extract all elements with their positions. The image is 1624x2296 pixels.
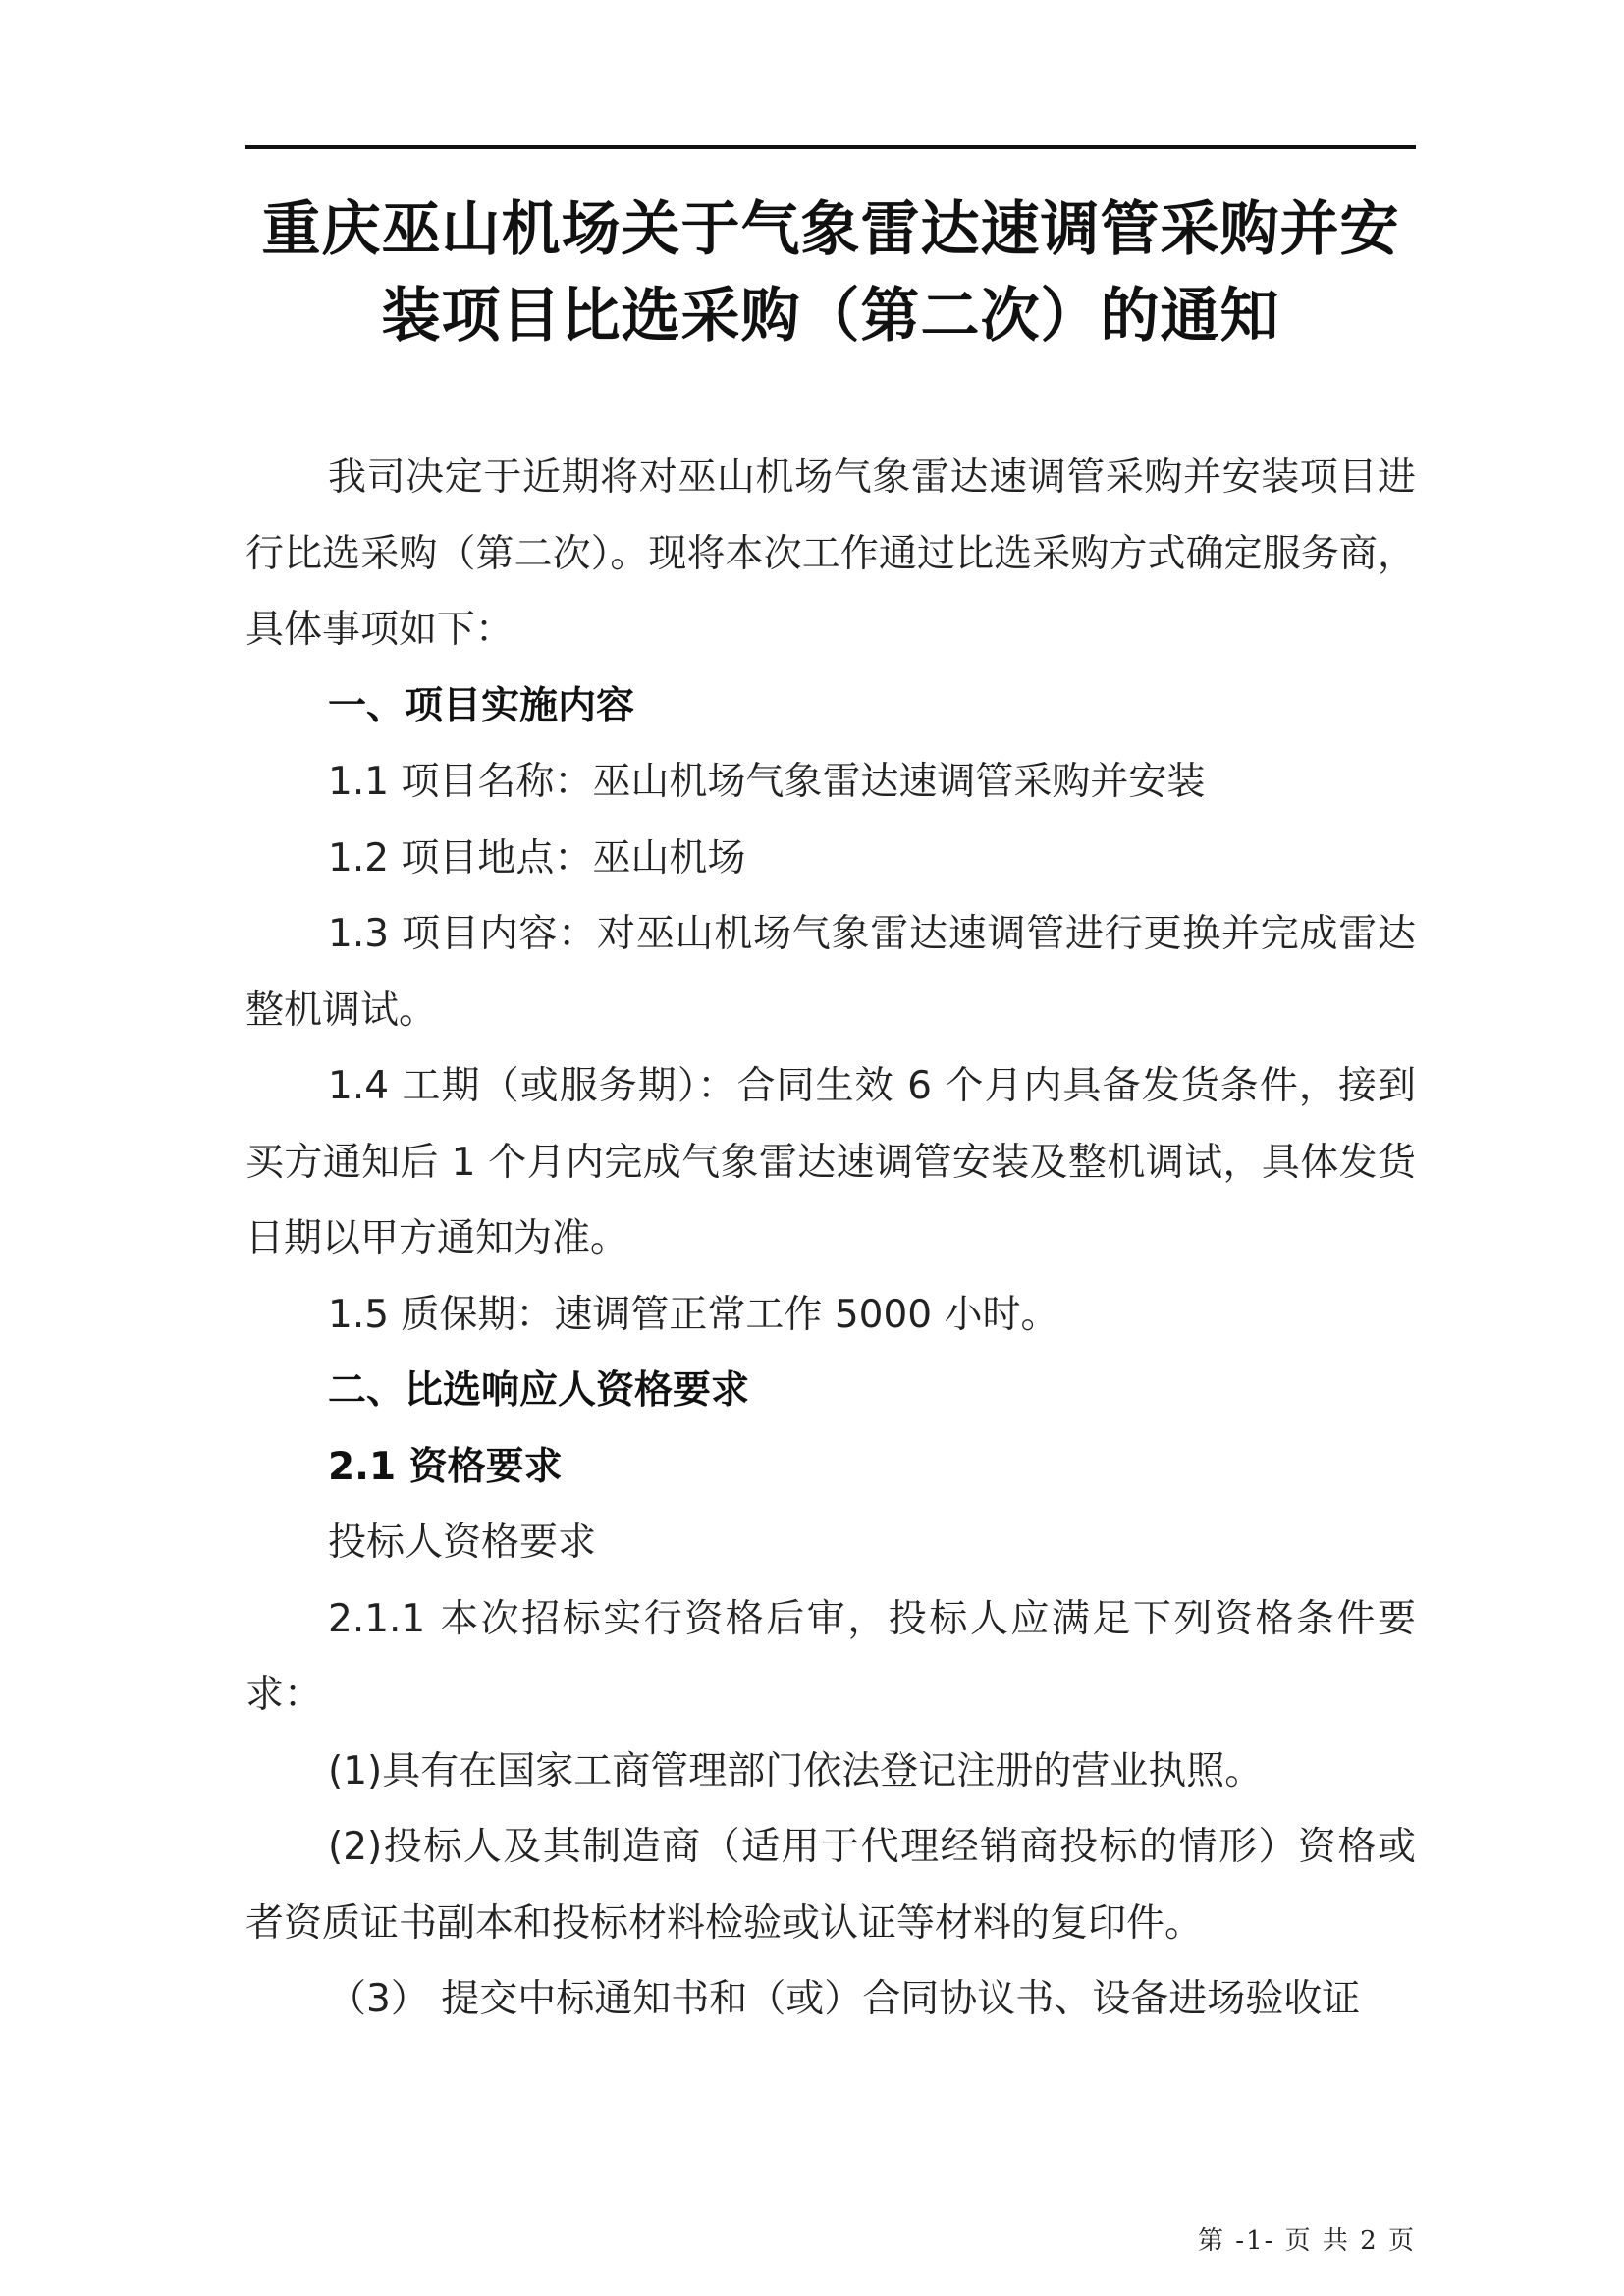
section-1-heading: 一、项目实施内容 xyxy=(328,683,635,728)
requirement-1: (1)具有在国家工商管理部门依法登记注册的营业执照。 xyxy=(328,1748,1264,1793)
item-1-2: 1.2 项目地点：巫山机场 xyxy=(328,835,746,881)
item-1-3: 1.3 项目内容：对巫山机场气象雷达速调管进行更换并完成雷达整机调试。 xyxy=(245,912,1416,1033)
header-rule xyxy=(245,145,1416,149)
document-title xyxy=(245,187,1416,359)
section-2-1-heading: 2.1 资格要求 xyxy=(328,1444,563,1489)
document-body xyxy=(245,440,1416,2038)
intro-paragraph: 我司决定于近期将对巫山机场气象雷达速调管采购并安装项目进行比选采购（第二次）。现将本次工作通过比选采购方式确定服务商，具体事项如下： xyxy=(245,455,1416,652)
title-line-2: 装项目比选采购（第二次）的通知 xyxy=(381,282,1280,350)
requirement-3: （3） 提交中标通知书和（或）合同协议书、设备进场验收证 xyxy=(328,1977,1361,2021)
section-2-heading: 二、比选响应人资格要求 xyxy=(328,1368,750,1413)
title-line-1: 重庆巫山机场关于气象雷达速调管采购并安 xyxy=(261,195,1400,264)
page-number-footer: 第 -1- 页 共 2 页 xyxy=(1198,2226,1416,2256)
bidder-qualification-label: 投标人资格要求 xyxy=(328,1521,597,1565)
item-2-1-1: 2.1.1 本次招标实行资格后审，投标人应满足下列资格条件要求： xyxy=(245,1596,1416,1717)
item-1-1: 1.1 项目名称：巫山机场气象雷达速调管采购并安装 xyxy=(328,760,1206,804)
item-1-5: 1.5 质保期：速调管正常工作 5000 小时。 xyxy=(328,1292,1059,1337)
requirement-2: (2)投标人及其制造商（适用于代理经销商投标的情形）资格或者资质证书副本和投标材料检验或认证等材料的复印件。 xyxy=(245,1825,1416,1946)
item-1-4: 1.4 工期（或服务期）：合同生效 6 个月内具备发货条件，接到买方通知后 1 个月内完成气象雷达速调管安装及整机调试，具体发货日期以甲方通知为准。 xyxy=(245,1064,1416,1260)
